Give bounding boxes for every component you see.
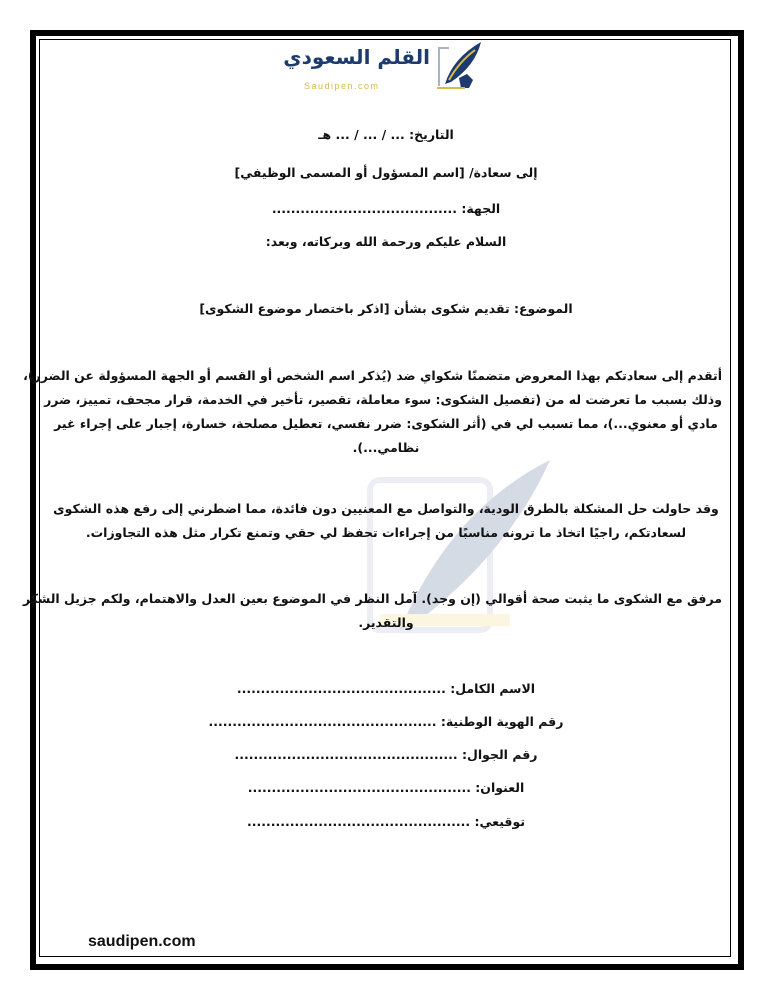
address-field: العنوان: ............................................... <box>247 780 525 795</box>
entity-line: الجهة: ....................................... <box>271 201 501 216</box>
logo-arabic-text: القلم السعودي <box>283 45 430 69</box>
paragraph-1-line: وذلك بسبب ما تعرضت له من (تفصيل الشكوى: سوء معاملة، تقصير، تأخير في الخدمة، قرار مجحف، تمييز، ضرر <box>44 392 722 407</box>
paragraph-3-line: مرفق مع الشكوى ما يثبت صحة أقوالي (إن وجد). آمل النظر في الموضوع بعين العدل والاهتمام، ولكم جزيل الشكر <box>22 591 722 606</box>
paragraph-2-line: وقد حاولت حل المشكلة بالطرق الودية، والتواصل مع المعنيين دون فائدة، مما اضطرني إلى رفع هذه الشكوى <box>53 501 719 516</box>
footer-website: saudipen.com <box>88 933 196 950</box>
logo-latin-text: Saudipen.com <box>304 81 380 91</box>
date-line: التاريخ: ... / ... / ... هـ <box>318 127 454 142</box>
paragraph-1-line: أتقدم إلى سعادتكم بهذا المعروض متضمنًا شكواي ضد (يُذكر اسم الشخص أو القسم أو الجهة المسؤولة عن الضرر)، <box>23 368 722 383</box>
paragraph-3-line: والتقدير. <box>358 615 414 630</box>
recipient-line: إلى سعادة/ [اسم المسؤول أو المسمى الوظيفي] <box>234 165 538 180</box>
greeting-line: السلام عليكم ورحمة الله وبركاته، وبعد: <box>265 234 507 249</box>
signature-field: توقيعي: ............................................... <box>246 814 526 829</box>
national-id-field: رقم الهوية الوطنية: ................................................ <box>208 714 564 729</box>
paragraph-1-line: مادي أو معنوي...)، مما تسبب لي في (أثر الشكوى: ضرر نفسي، تعطيل مصلحة، خسارة، إجبار على إجراء غير <box>54 416 718 431</box>
logo <box>283 40 490 110</box>
mobile-field: رقم الجوال: ............................................... <box>234 747 538 762</box>
paragraph-2-line: لسعادتكم، راجيًا اتخاذ ما ترونه مناسبًا من إجراءات تحفظ لي حقي وتمنع تكرار مثل هذه التجاوزات. <box>85 525 687 540</box>
subject-line: الموضوع: تقديم شكوى بشأن [اذكر باختصار موضوع الشكوى] <box>199 301 573 316</box>
full-name-field: الاسم الكامل: ............................................ <box>236 681 536 696</box>
paragraph-1-line: نظامي...). <box>352 440 420 455</box>
feather-pen-icon <box>435 40 485 92</box>
